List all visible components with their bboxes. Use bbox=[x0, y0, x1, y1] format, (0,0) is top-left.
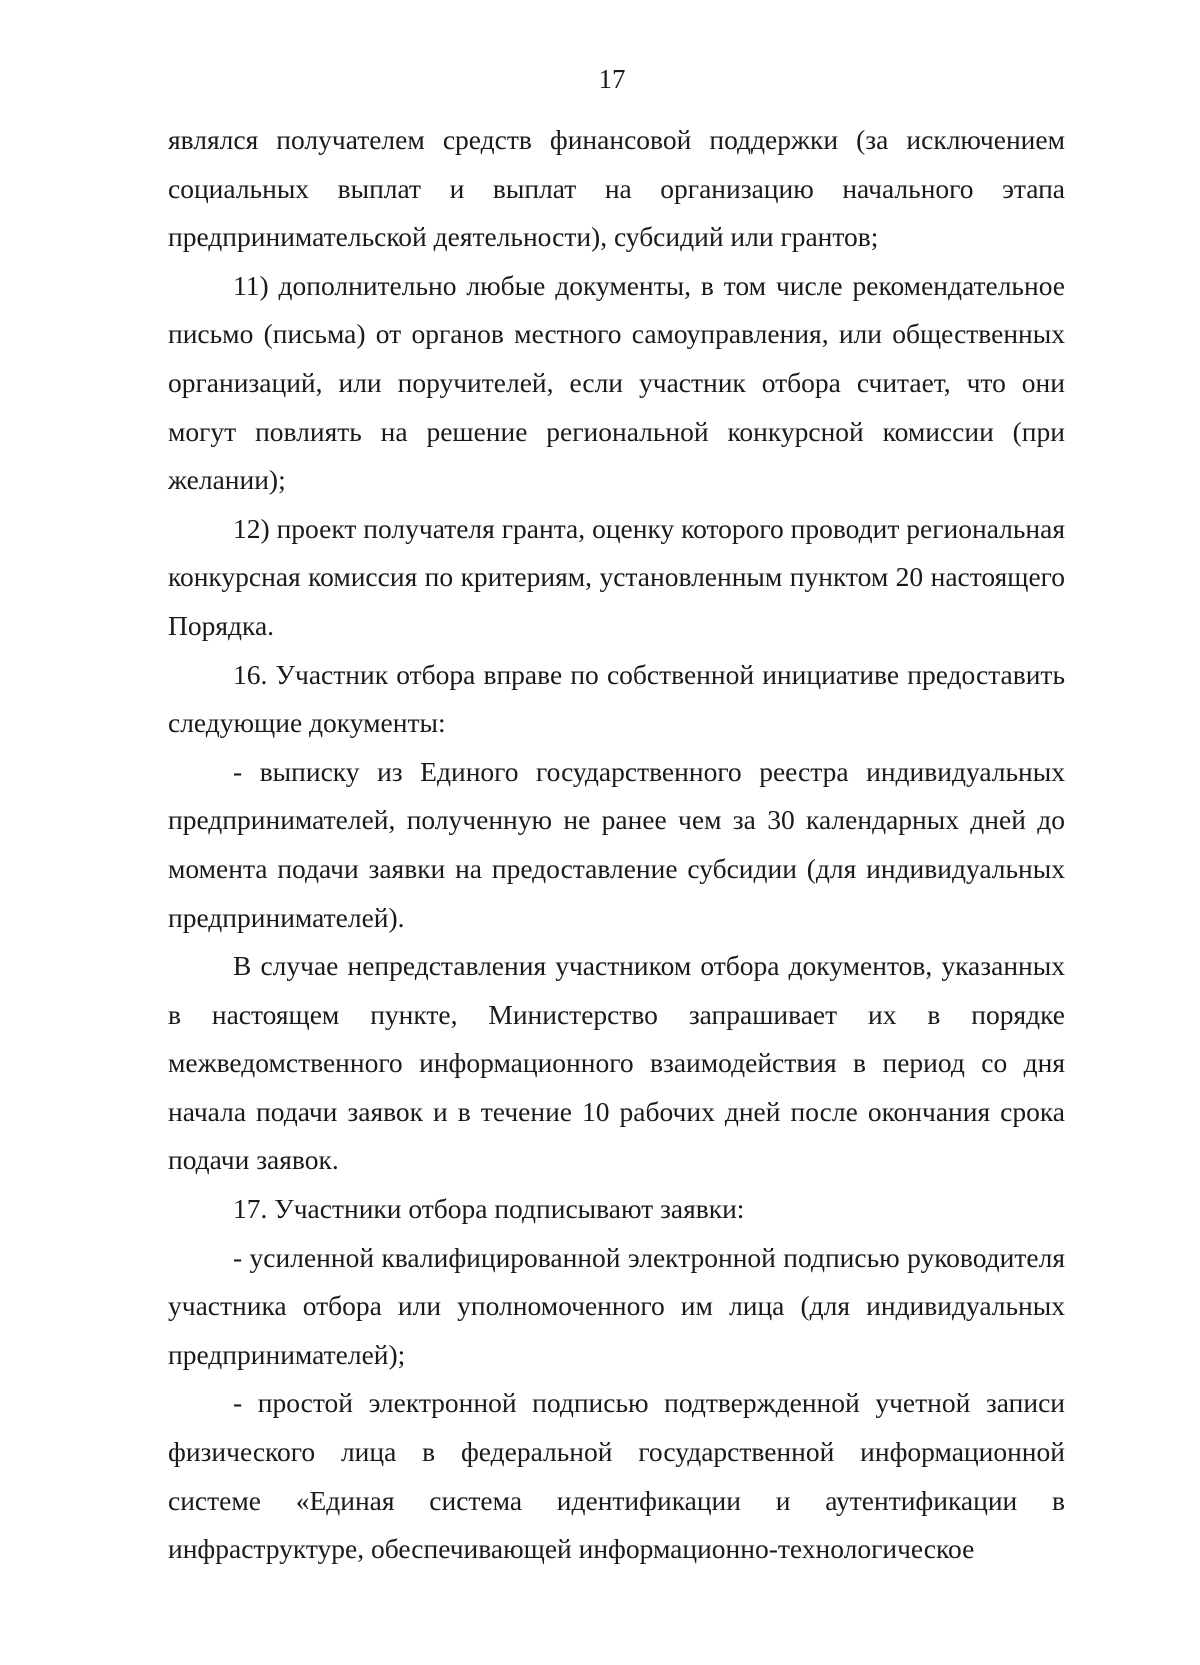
paragraph-continuation: являлся получателем средств финансовой поддержки (за исключением социальных выплат и выплат на организацию начального этапа предпринимательской деятельности), субсидий или грантов; bbox=[168, 124, 1065, 253]
paragraph-item-12: 12) проект получателя гранта, оценку которого проводит региональная конкурсная комиссия по критериям, установленным пунктом 20 настоящего Порядка. bbox=[168, 512, 1065, 641]
document-body bbox=[168, 116, 1065, 1574]
page-number: 17 bbox=[598, 64, 626, 94]
paragraph-simple-signature: - простой электронной подписью подтвержденной учетной записи физического лица в федеральной государственной информационной системе «Единая система идентификации и аутентификации в инфраструктуре, обеспечивающей информационно-технологическое bbox=[168, 1387, 1065, 1565]
paragraph-non-submission: В случае непредставления участником отбора документов, указанных в настоящем пункте, Министерство запрашивает их в порядке межведомственного информационного взаимодействия в период со дня начала подачи заявок и в течение 10 рабочих дней после окончания срока подачи заявок. bbox=[168, 950, 1065, 1176]
paragraph-qualified-signature: - усиленной квалифицированной электронной подписью руководителя участника отбора или уполномоченного им лица (для индивидуальных предпринимателей); bbox=[168, 1241, 1065, 1370]
paragraph-item-11: 11) дополнительно любые документы, в том числе рекомендательное письмо (письма) от органов местного самоуправления, или общественных организаций, или поручителей, если участник отбора считает, что они могут повлиять на решение региональной конкурсной комиссии (при желании); bbox=[168, 269, 1065, 496]
paragraph-clause-16: 16. Участник отбора вправе по собственной инициативе предоставить следующие документы: bbox=[168, 658, 1065, 739]
paragraph-clause-17: 17. Участники отбора подписывают заявки: bbox=[233, 1193, 745, 1225]
paragraph-egrip-extract: - выписку из Единого государственного реестра индивидуальных предпринимателей, полученную не ранее чем за 30 календарных дней до момента подачи заявки на предоставление субсидии (для индивидуальных предпринимателей). bbox=[168, 755, 1065, 933]
